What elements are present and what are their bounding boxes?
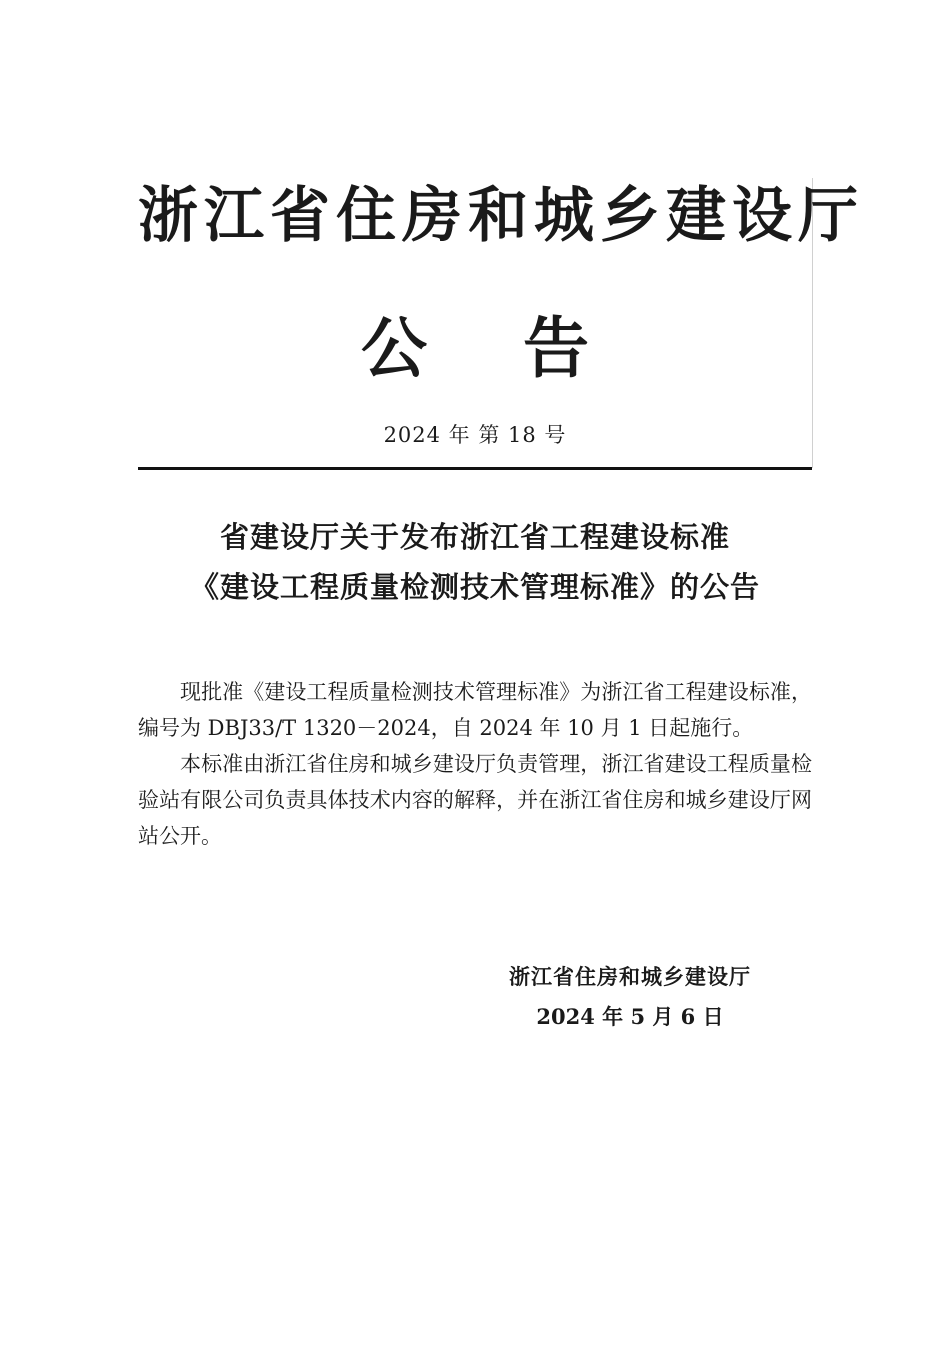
notice-title-line-2: 《建设工程质量检测技术管理标准》的公告 [189,570,760,604]
signature-block [480,957,780,1037]
issuing-agency: 浙江省住房和城乡建设厅 [138,181,864,251]
body-paragraph-1: 现批准《建设工程质量检测技术管理标准》为浙江省工程建设标准，编号为 DBJ33/T 1320－2024，自 2024 年 10 月 1 日起施行。 [138,680,812,740]
document-type: 公告 [361,309,685,387]
document-header [138,178,864,468]
issue-number: 2024 年 第 18 号 [383,423,567,447]
notice-body [138,674,812,854]
signature-organization: 浙江省住房和城乡建设厅 [509,964,751,989]
signature-date: 2024 年 5 月 6 日 [536,1004,724,1029]
header-divider [138,467,812,470]
body-paragraph-2: 本标准由浙江省住房和城乡建设厅负责管理，浙江省建设工程质量检验站有限公司负责具体技术内容的解释，并在浙江省住房和城乡建设厅网站公开。 [138,752,812,848]
notice-title-line-1: 省建设厅关于发布浙江省工程建设标准 [219,520,730,554]
notice-title [138,512,812,612]
